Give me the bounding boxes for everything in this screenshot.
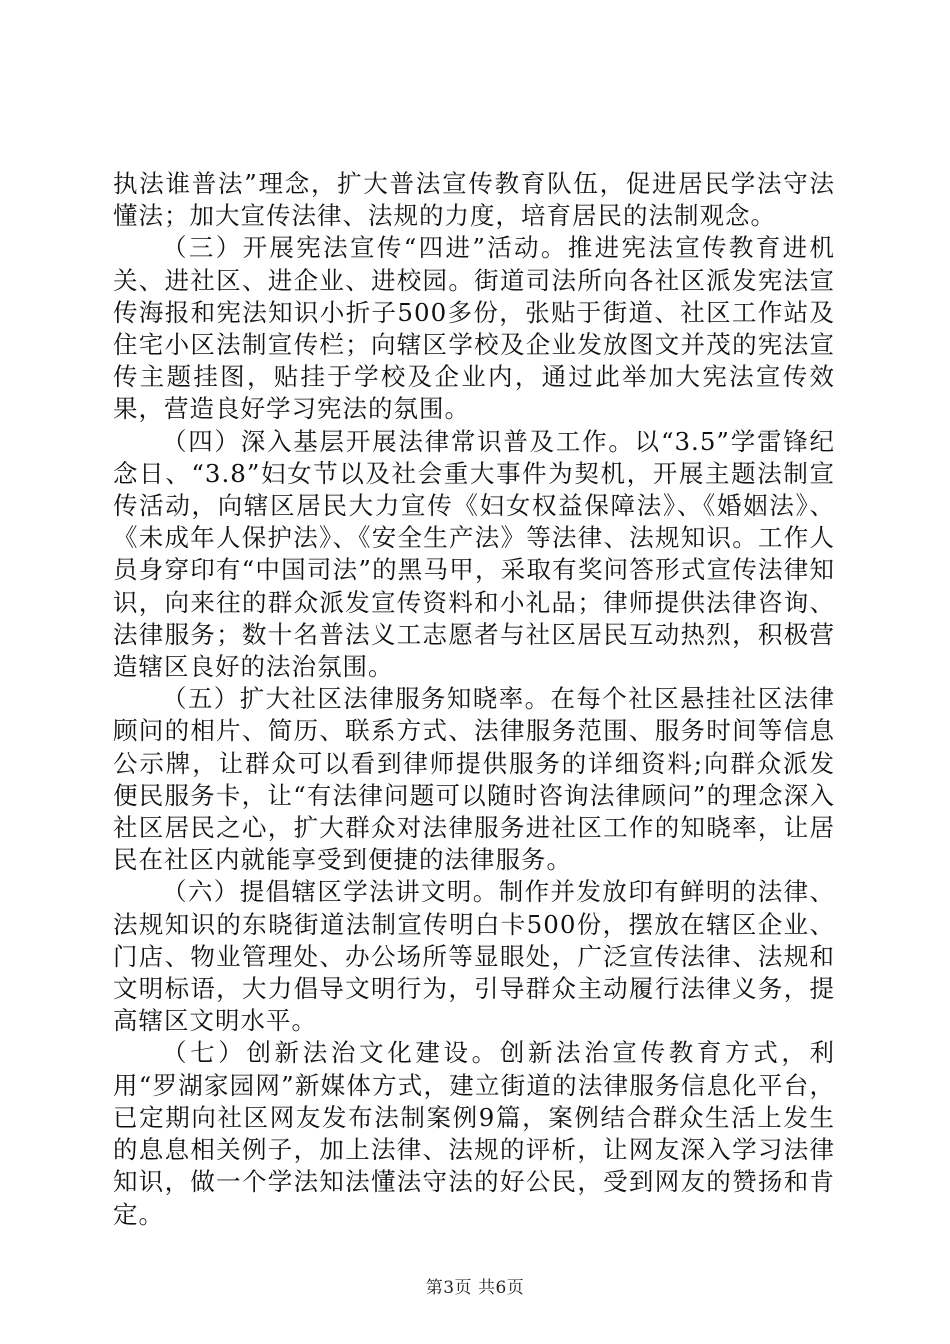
page-number-footer: 第3页 共6页 (425, 1278, 525, 1298)
paragraph-section-7: （七）创新法治文化建设。创新法治宣传教育方式，利用“罗湖家园网”新媒体方式，建立街道的法律服务信息化平台，已定期向社区网友发布法制案例9篇，案例结合群众生活上发生的息息相关例子，加上法律、法规的评析，让网友深入学习法律知识，做一个学法知法懂法守法的好公民，受到网友的赞扬和肯定。 (113, 1038, 835, 1229)
paragraph-section-4: （四）深入基层开展法律常识普及工作。以“3.5”学雷锋纪念日、“3.8”妇女节以及社会重大事件为契机，开展主题法制宣传活动，向辖区居民大力宣传《妇女权益保障法》、《婚姻法》、《未成年人保护法》、《安全生产法》等法律、法规知识。工作人员身穿印有“中国司法”的黑马甲，采取有奖问答形式宣传法律知识，向来往的群众派发宣传资料和小礼品；律师提供法律咨询、法律服务；数十名普法义工志愿者与社区居民互动热烈，积极营造辖区良好的法治氛围。 (113, 426, 835, 682)
paragraph-section-3: （三）开展宪法宣传“四进”活动。推进宪法宣传教育进机关、进社区、进企业、进校园。街道司法所向各社区派发宪法宣传海报和宪法知识小折子500多份，张贴于街道、社区工作站及住宅小区法制宣传栏；向辖区学校及企业发放图文并茂的宪法宣传主题挂图，贴挂于学校及企业内，通过此举加大宪法宣传效果，营造良好学习宪法的氛围。 (113, 233, 835, 424)
paragraph-section-5: （五）扩大社区法律服务知晓率。在每个社区悬挂社区法律顾问的相片、简历、联系方式、法律服务范围、服务时间等信息公示牌，让群众可以看到律师提供服务的详细资料;向群众派发便民服务卡，让“有法律问题可以随时咨询法律顾问”的理念深入社区居民之心，扩大群众对法律服务进社区工作的知晓率，让居民在社区内就能享受到便捷的法律服务。 (113, 684, 835, 875)
paragraph-section-6: （六）提倡辖区学法讲文明。制作并发放印有鲜明的法律、法规知识的东晓街道法制宣传明白卡500份，摆放在辖区企业、门店、物业管理处、办公场所等显眼处，广泛宣传法律、法规和文明标语，大力倡导文明行为，引导群众主动履行法律义务，提高辖区文明水平。 (113, 877, 835, 1036)
paragraph-continuation: 执法谁普法”理念，扩大普法宣传教育队伍，促进居民学法守法懂法；加大宣传法律、法规的力度，培育居民的法制观念。 (113, 169, 835, 231)
document-body (113, 168, 835, 1231)
